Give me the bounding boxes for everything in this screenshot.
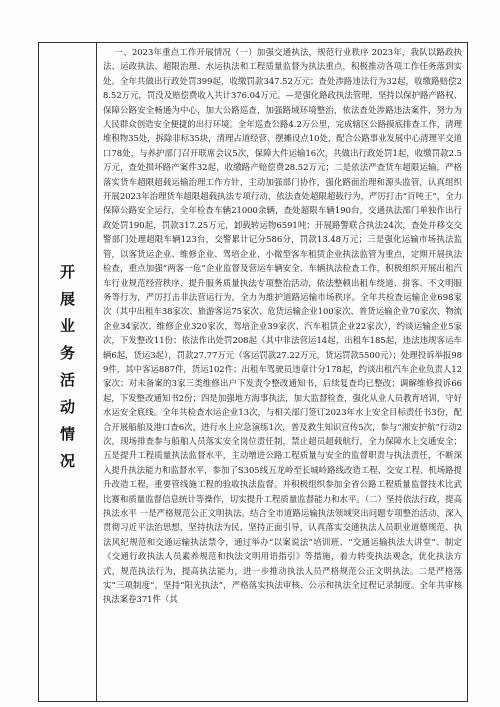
section-title: 开展业务活动情况 <box>58 264 76 480</box>
body-paragraph: 一、2023年重点工作开展情况（一）加强交通执法，规范行业秩序 2023年，我队以路政执法、运政执法、超限治理、水运执法和工程质量监督为执法重点，积极推动各项工作任务落到实处。全年共做出行政处罚399起，收缴罚款347.52万元；查处涉路违法行为32起，收缴路赔偿28.52万元，罚没及赔偿费收入共计376.04万元。—是强化路政执法管理，坚持以保护路产路权、保障公路安全畅通为中心，加大公路巡查，加强路域环境整治，依法查处涉路违法案件，努力为人民群众创造安全便捷的出行环境。全年巡查公路4.2万公里，完成辖区公路摸底排查工作，清理堆积物35处，拆除非标35块，清理占道经营、摆摊设点10处，配合公路事业发展中心清理平交道口78处，与养护部门召开联席会议5次，保障大件运输16次，共做出行政处罚1起，收缴罚款2.5万元，查处损坏路产案件32起，收缴路产赔偿费28.52万元；二是依法严查货车超限运输，严格落实货车超限超载运输治理工作方针，主动加强部门协作，强化路面治理和源头监管，认真组织开展2023年治理货车超限超载执法专项行动，依法查处超限超载行为，严厉打击“百吨王”，全力保障公路安全运行，全年检查车辆21000余辆，查处超限车辆190台，交通执法部门单独作出行政处罚190起，罚款317.25万元，卸载转运物6591吨；开展路警联合执法24次，查处并移交交警部门处理超限车辆123台，交警累计记分586分，罚款13.48万元；三是强化运输市场执法监管，以客货运企业、维修企业、驾培企业、小微型客车租赁企业执法监管为重点，定期开展执法检查，重点加强“两客一危”企业监督及营运车辆安全、车辆执法检查工作，积极组织开展出租汽车行业规范经营秩序、提升服务质量执法专项整治活动，依法整顿出租车绕道、拼客、不文明服务等行为，严厉打击非法营运行为，全力为维护道路运输市场秩序。全年共检查运输企业698家次（其中出租车38家次、旅游客运75家次、危货运输企业100家次、普货运输企业70家次、物流企业34家次、维修企业320家次，驾培企业39家次、汽车租赁企业22家次），约谈运输企业5家次，下发整改11份；依法作出处罚208起（其中非法营运14起，出租车185起，违法违规客运车辆6起，货运3起），罚款27.77万元（客运罚款27.22万元，货运罚款5500元）；处理投诉举报989件，其中客运887件，货运102件；出租车驾驶员违章计分178起，约谈出租汽车企业负责人12家次；对未备案的3家三类维修出户下发责令整改通知书，后续复查均已整改；调解维修投诉66起，下发整改通知书2份；四是加强地方海事执法，加大监督检查，强化从业人员教育培训，守好水运安全底线。全年共检查水运企业13次，与相关部门签订2023年水上安全目标责任书3份，配合开展船舶及港口查6次，进行水上应急演练1次，普及救生知识宣传5次，参与“湘安护航”行动2次，现场排查参与船舶人员落实安全岗位责任制，禁止超员超载航行，全力保障水上交通安全；五是提升工程质量执法监督水平，主动增进公路工程质量与安全的监督职责与执法责任，不断深入提升执法能力和监督水平，参加了S305线五龙岭至长城岭路线改造工程、交安工程、机场路提升改造工程，重要管线施工程的验收执法监督。并积极组织参加全省公路工程质量监督技术比武比赛和质量监督信息统计等操作，切实提升工程质量监督能力和水平。（二）坚持依法行政，提高执法水平 一是严格规范公正文明执法。结合全市道路运输执法领域突出问题专项整治活动，深入贯彻习近平法治思想，坚持执法为民，坚持正面引导，认真落实交通执法人员职业道德规范、执法风纪规范和交通运输执法禁令，通过举办“以案说法”培训班、“交通运输执法大讲堂”、制定《交通行政执法人员素养规范和执法文明用语指引》等措施，着力转变执法观念，优化执法方式，规范执法行为，提高执法能力，进一步推动执法人员严格规范公正文明执法。二是严格落实“三项制度”，坚持“阳光执法”，严格落实执法审核、公示和执法全过程记录制度。全年共审核执法案卷371件（其 <box>103 47 462 605</box>
side-label-cell <box>39 43 97 701</box>
report-table <box>38 42 468 702</box>
content-cell <box>97 43 467 701</box>
